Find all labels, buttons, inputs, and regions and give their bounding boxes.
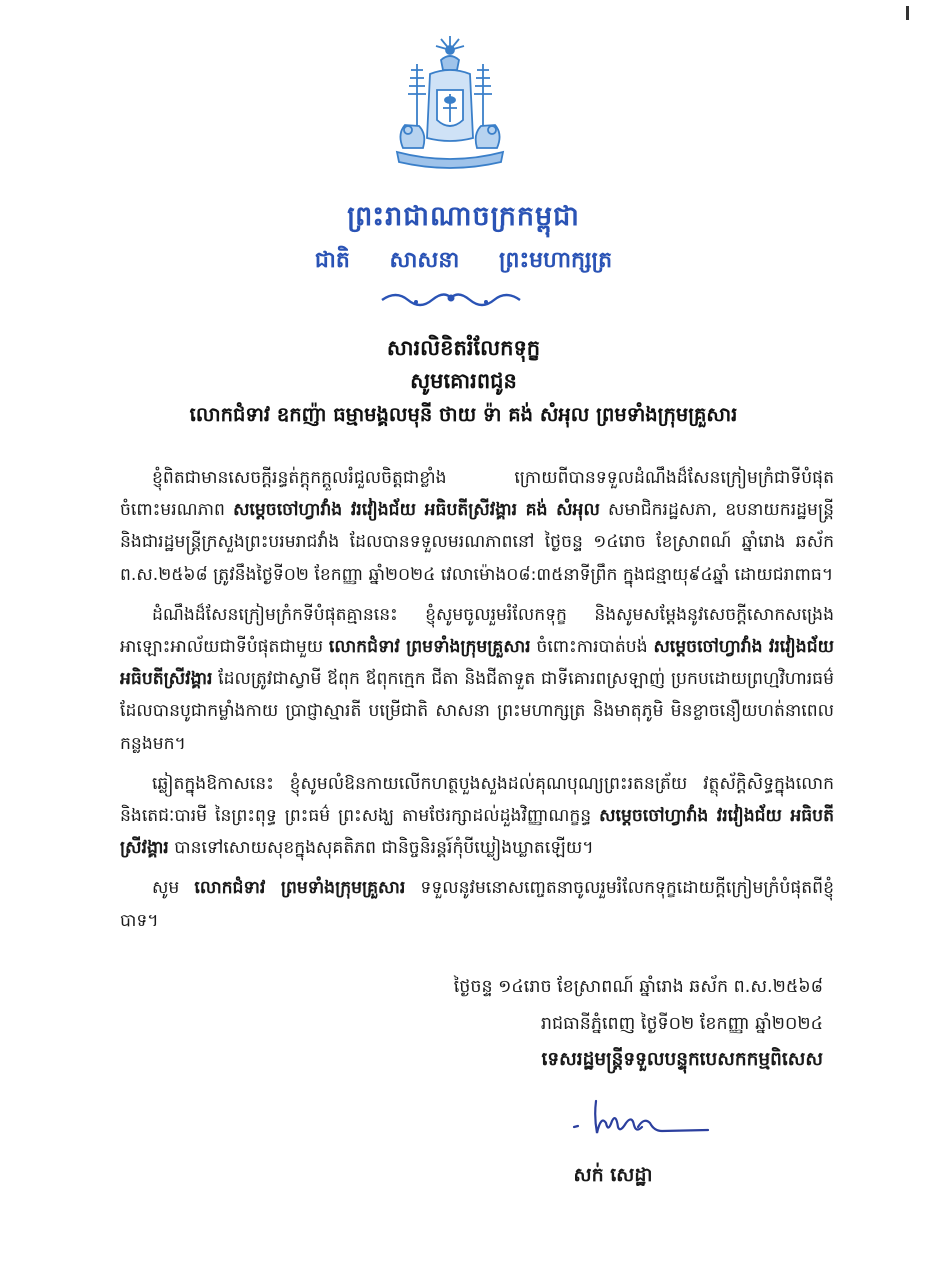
letter-body [120, 462, 834, 945]
paragraph-emphasis: លោកជំទាវ ព្រមទាំងក្រុមគ្រួសារ [328, 637, 531, 658]
document-title: សារលិខិតរំលែកទុក្ខ [386, 336, 541, 360]
paragraph-emphasis: លោកជំទាវ ព្រមទាំងក្រុមគ្រួសារ [194, 878, 406, 899]
signer-name: សក់ សេដ្ឋា [573, 1164, 653, 1186]
paragraph-2 [120, 599, 834, 760]
kingdom-title: ព្រះរាជាណាចក្រកម្ពុជា [347, 201, 580, 232]
paragraph-text: សូម [152, 878, 195, 899]
paragraph-emphasis: សម្តេចចៅហ្វាវាំង វរវៀងជ័យ អធិបតីស្រីវង្គារ គង់ សំអុល [233, 500, 600, 521]
khmer-divider-ornament-icon [378, 286, 524, 312]
signer-title: ទេសរដ្ឋមន្ត្រីទទួលបន្ទុកបេសកកម្មពិសេស [541, 1049, 823, 1070]
paragraph-text: ឆ្លៀតក្នុងឱកាសនេះ ខ្ញុំសូមលំឱនកាយលើកហត្ថបួងសួងដល់គុណបុណ្យព្រះរតនត្រ័យ វត្ថុស័ក្តិសិទ្ធក្នុងលោក និងតេជៈបារមី នៃព្រះពុទ្ធ ព្រះធម៌ ព្រះសង្ឃ តាមថែរក្សាដល់ដួងវិញ្ញាណក្ខន្ធ [120, 773, 834, 827]
paragraph-emphasis: សម្តេចចៅហ្វាវាំង វរវៀងជ័យ អធិបតីស្រីវង្គារ [120, 637, 834, 690]
document-subtitle: សូមគោរពជូន [410, 369, 517, 393]
paragraph-emphasis: សម្តេចចៅហ្វាវាំង វរវៀងជ័យ អធិបតីស្រីវង្គារ [120, 806, 834, 859]
paragraph-text: ទទួលនូវមនោសញ្ចេតនាចូលរួមរំលែកទុក្ខដោយក្តីក្រៀមក្រំបំផុតពីខ្ញុំបាទ។ [120, 878, 834, 931]
royal-arms-of-cambodia-icon [375, 30, 525, 180]
date-place: រាជធានីភ្នំពេញ ថ្ងៃទី០២ ខែកញ្ញា ឆ្នាំ២០២៤ [540, 1014, 823, 1034]
paragraph-text: សមាជិករដ្ឋសភា, ឧបនាយករដ្ឋមន្ត្រី និងជារដ្ឋមន្ត្រីក្រសួងព្រះបរមរាជវាំង ដែលបានទទួលមរណភាពនៅ ថ្ងៃចន្ទ ១៤រោច ខែស្រាពណ៍ ឆ្នាំរោង ឆស័ក ព.ស.២៥៦៨ ត្រូវនឹងថ្ងៃទី០២ ខែកញ្ញា ឆ្នាំ២០២៤ វេលាម៉ោង០៨:៣៥នាទីព្រឹក ក្នុងជន្មាយុ៩៤ឆ្នាំ ដោយជរាពាធ។ [120, 500, 834, 585]
addressee-line: លោកជំទាវ ឧកញ៉ា ធម្មាមង្គលមុនី ថាយ ទ៉ា គង់ សំអុល ព្រមទាំងក្រុមគ្រួសារ [189, 403, 738, 426]
date-lunar: ថ្ងៃចន្ទ ១៤រោច ខែស្រាពណ៍ ឆ្នាំរោង ឆស័ក ព.ស.២៥៦៨ [453, 977, 823, 997]
paragraph-text: ខ្ញុំពិតជាមានសេចក្តីរន្ធត់ក្តុកក្តួលរំជួលចិត្តជាខ្លាំង ក្រោយពីបានទទួលដំណឹងដ៏សែនក្រៀមក្រំជាទីបំផុតចំពោះមរណភាព [120, 468, 834, 521]
paragraph-text: ដំណឹងដ៏សែនក្រៀមក្រំកទីបំផុតគ្មាននេះ ខ្ញុំសូមចូលរួមរំលែកទុក្ខ និងសូមសម្តែងនូវសេចក្តីសោកសង្រេង អាឡោះអាល័យជាទីបំផុតជាមួយ [120, 604, 834, 658]
kingdom-motto: ជាតិ សាសនា ព្រះមហាក្សត្រ [314, 248, 613, 273]
paragraph-3 [120, 768, 834, 865]
paragraph-text: ដែលត្រូវជាស្វាមី ឪពុក ឪពុកក្មេក ជីតា និងជីតាទួត ជាទីគោរពស្រឡាញ់ ប្រកបដោយព្រហ្មវិហារធម៌ ដែលបានបូជាកម្លាំងកាយ ប្រាជ្ញាស្មារតី បម្រើជាតិ សាសនា ព្រះមហាក្សត្រ និងមាតុភូមិ មិនខ្លាចនឿយហត់នាពេលកន្លងមក។ [120, 669, 834, 754]
paragraph-text: បានទៅសោយសុខក្នុងសុគតិភព ជានិច្ចនិរន្តរ៍កុំបីឃ្លៀងឃ្លាតឡើយ។ [168, 838, 594, 859]
handwritten-signature-icon [570, 1093, 715, 1148]
paragraph-text: ចំពោះការបាត់បង់ [530, 637, 654, 658]
paragraph-4 [120, 872, 834, 936]
paragraph-1 [120, 462, 834, 591]
corner-mark [906, 6, 909, 20]
